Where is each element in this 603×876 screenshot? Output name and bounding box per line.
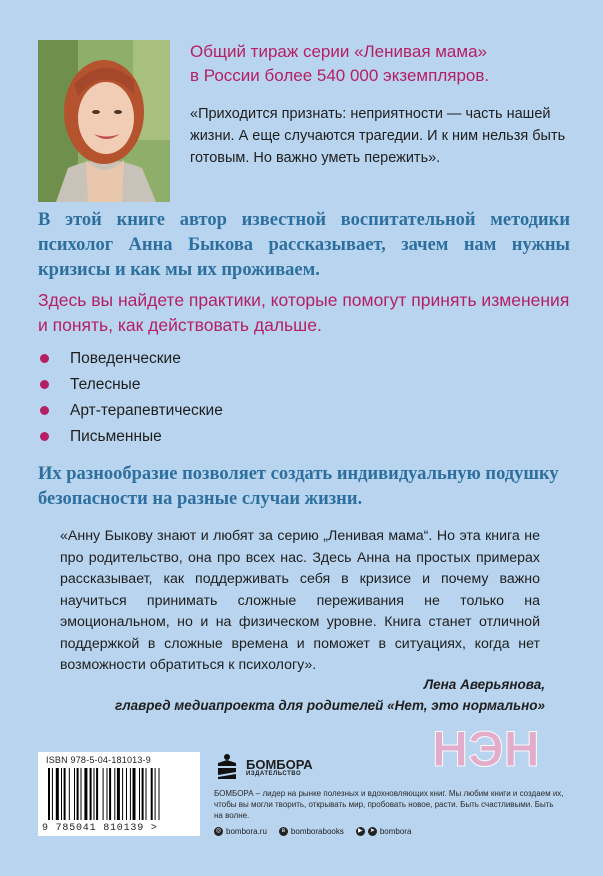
social-telegram-label: bombora <box>379 827 412 836</box>
bullet-dot-icon <box>40 432 49 441</box>
bullet-dot-icon <box>40 406 49 415</box>
list-item-label: Телесные <box>70 376 141 393</box>
list-item-label: Письменные <box>70 428 162 445</box>
social-vk[interactable] <box>279 827 344 836</box>
practice-types-list <box>40 348 223 452</box>
review-author-name: Лена Аверьянова, <box>423 677 545 692</box>
social-vk-label: bomborabooks <box>290 827 344 836</box>
bullet-dot-icon <box>40 354 49 363</box>
vk-icon: в <box>279 827 288 836</box>
isbn-barcode <box>38 752 200 836</box>
youtube-icon: ▶ <box>356 827 365 836</box>
website-icon: ◎ <box>215 828 222 834</box>
author-photo <box>38 40 170 202</box>
list-item <box>40 400 223 426</box>
review-quote: «Анну Быкову знают и любят за серию „Ленивая мама“. Но эта книга не про родительство, она про всех нас. Здесь Анна на простых примерах рассказывает, как поддерживать себя в кризисе и почему важно научиться принимать сложные переживания не только на эмоциональном, но и на физическом уровне. Книга станет отличной поддержкой в сложные времена и поможет в ситуациях, когда нет возможности обратиться к психологу». <box>60 528 540 673</box>
publisher-logo <box>214 752 564 782</box>
list-item-label: Арт-терапевтические <box>70 402 223 419</box>
publisher-socials <box>214 827 564 836</box>
list-item <box>40 426 223 452</box>
bullet-dot-icon <box>40 380 49 389</box>
social-website-label: bombora.ru <box>226 827 267 836</box>
list-item <box>40 348 223 374</box>
social-telegram[interactable] <box>356 827 412 836</box>
social-website[interactable] <box>214 827 267 836</box>
barcode-bars <box>48 768 190 820</box>
book-intro: В этой книге автор известной воспитательной методики психолог Анна Быкова рассказывает, зачем нам нужны кризисы и как мы их проживаем. <box>38 210 570 280</box>
publisher-name: БОМБОРА <box>246 756 313 772</box>
practices-statement: Здесь вы найдете практики, которые помогут принять изменения и понять, как действовать дальше. <box>38 290 570 335</box>
review-author-role: главред медиапроекта для родителей «Нет, это нормально» <box>115 698 545 713</box>
publisher-block <box>214 752 564 836</box>
bombora-logo-icon <box>214 753 240 781</box>
author-quote: «Приходится признать: неприятности — часть нашей жизни. А еще случаются трагедии. И к ним нельзя быть готовым. Но важно уметь пережить». <box>190 106 566 166</box>
list-item-label: Поведенческие <box>70 350 181 367</box>
series-circulation-tagline <box>190 40 590 88</box>
tagline-line-1: Общий тираж серии «Ленивая мама» <box>190 42 487 61</box>
tagline-line-2: в России более 540 000 экземпляров. <box>190 66 490 85</box>
telegram-icon: ➤ <box>369 828 375 834</box>
isbn-label: ISBN 978-5-04-181013-9 <box>46 755 151 765</box>
review-author <box>115 674 545 716</box>
nen-logo-text: НЭН <box>432 722 540 770</box>
closing-statement: Их разнообразие позволяет создать индивидуальную подушку безопасности на разные случаи жизни. <box>38 464 559 509</box>
publisher-subtitle: ИЗДАТЕЛЬСТВО <box>246 770 302 777</box>
isbn-number: 9 785041 810139 > <box>42 823 158 834</box>
publisher-description: БОМБОРА – лидер на рынке полезных и вдохновляющих книг. Мы любим книги и создаем их, чтобы вы могли творить, открывать мир, пробовать новое, расти. Быть счастливыми. Быть на волне. <box>214 789 564 820</box>
list-item <box>40 374 223 400</box>
